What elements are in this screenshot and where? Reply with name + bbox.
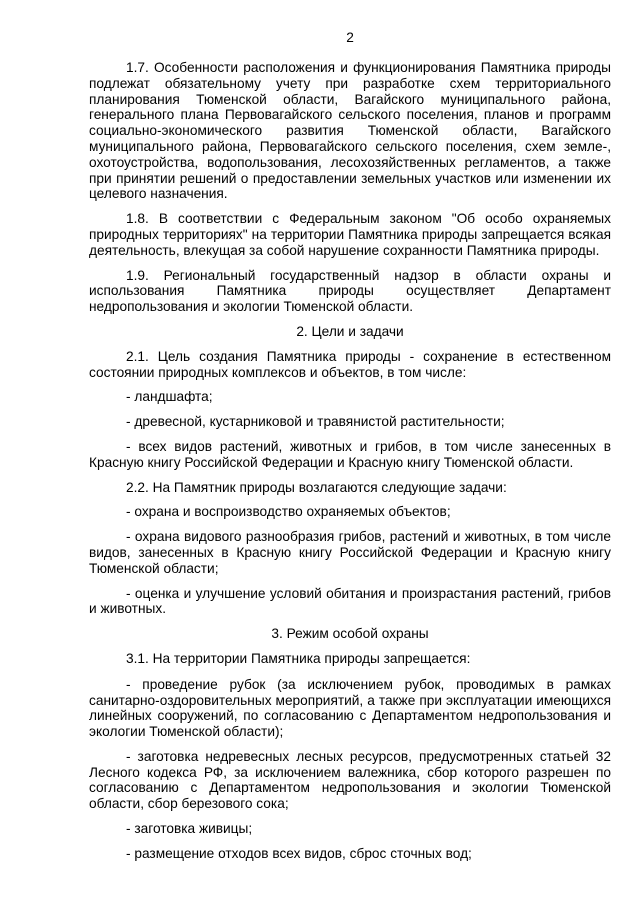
page-number: 2 bbox=[346, 30, 354, 45]
paragraph-1-7: 1.7. Особенности расположения и функционирования Памятника природы подлежат обязательному учету при разработке схем территориального планирования Тюменской области, Вагайского муниципального района, генерального плана Первовагайского сельского поселения, планов и программ социально-экономического развития Тюменской области, Вагайского муниципального района, Первовагайского сельского поселения, схем земле-, охотоустройства, водопользования, лесохозяйственных регламентов, а также при принятии решений о предоставлении земельных участков или изменении их целевого назначения. bbox=[89, 60, 611, 202]
paragraph-1-9: 1.9. Региональный государственный надзор в области охраны и использования Памятника природы осуществляет Департамент недропользования и экологии Тюменской области. bbox=[89, 267, 611, 315]
list-item: - заготовка недревесных лесных ресурсов, предусмотренных статьей 32 Лесного кодекса РФ, за исключением валежника, сбор которого разрешен по согласованию с Департаментом недропользования и экологии Тюменской области, сбор березового сока; bbox=[89, 748, 611, 812]
list-item: - всех видов растений, животных и грибов, в том числе занесенных в Красную книгу Российской Федерации и Красную книгу Тюменской области. bbox=[89, 438, 611, 470]
list-item: - ландшафта; bbox=[126, 389, 213, 405]
list-item: - заготовка живицы; bbox=[126, 821, 253, 837]
section-heading-3: 3. Режим особой охраны bbox=[271, 626, 429, 642]
list-item: - проведение рубок (за исключением рубок, проводимых в рамках санитарно-оздоровительных мероприятий, а также при эксплуатации имеющихся линейных сооружений, по согласованию с Департаментом недропользования и экологии Тюменской области); bbox=[89, 676, 611, 740]
list-item: - размещение отходов всех видов, сброс сточных вод; bbox=[126, 845, 472, 861]
list-item: - охрана и воспроизводство охраняемых объектов; bbox=[126, 504, 451, 520]
list-item: - оценка и улучшение условий обитания и произрастания растений, грибов и животных. bbox=[89, 585, 611, 617]
paragraph-2-1: 2.1. Цель создания Памятника природы - сохранение в естественном состоянии природных комплексов и объектов, в том числе: bbox=[89, 348, 611, 380]
list-item: - древесной, кустарниковой и травянистой растительности; bbox=[126, 414, 505, 430]
paragraph-3-1: 3.1. На территории Памятника природы запрещается: bbox=[126, 650, 471, 666]
list-item: - охрана видового разнообразия грибов, растений и животных, в том числе видов, занесенных в Красную книгу Российской Федерации и Красную книгу Тюменской области; bbox=[89, 529, 611, 576]
section-heading-2: 2. Цели и задачи bbox=[296, 323, 404, 339]
paragraph-2-2: 2.2. На Памятник природы возлагаются следующие задачи: bbox=[126, 479, 507, 495]
paragraph-1-8: 1.8. В соответствии с Федеральным законом "Об особо охраняемых природных территориях" на территории Памятника природы запрещается всякая деятельность, влекущая за собой нарушение сохранности Памятника природы. bbox=[89, 211, 611, 258]
